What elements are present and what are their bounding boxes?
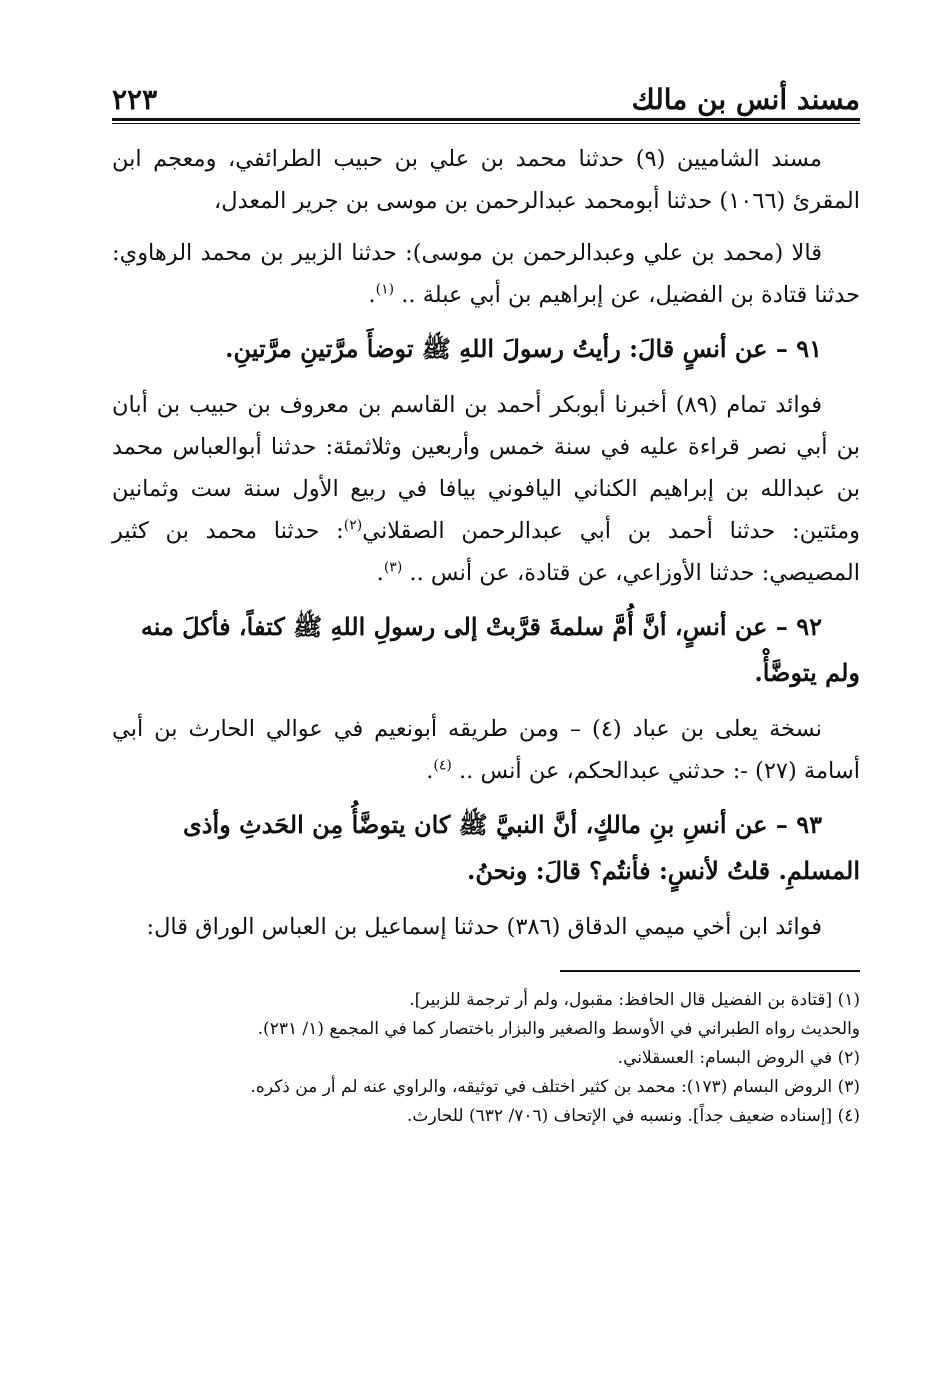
paragraph-text: : حدثنا محمد بن كثير المصيصي: حدثنا الأوزاعي، عن قتادة، عن أنس .. (112, 518, 860, 586)
hadith-text: عن أنسِ بنِ مالكٍ، أنَّ النبيَّ ﷺ كان يتوضَّأُ مِن الحَدثِ وأذى المسلمِ. قلتُ لأنسٍ: فأنتُم؟ قالَ: ونحنُ. (183, 810, 860, 885)
hadith-number: ٩١ – (775, 334, 822, 363)
hadith-text: عن أنسٍ، أنَّ أُمَّ سلمةَ قرَّبتْ إلى رسولِ اللهِ ﷺ كتفاً، فأكلَ منه ولم يتوضَّأْ. (140, 612, 860, 687)
running-title: مسند أنس بن مالك (631, 83, 860, 116)
paragraph-source-3: فوائد تمام (٨٩) أخبرنا أبوبكر أحمد بن القاسم بن معروف بن حبيب بن أبان بن أبي نصر قراءة عليه في سنة خمس وأربعين وثلاثمئة: حدثنا أبوالعباس محمد بن عبدالله بن إبراهيم الكناني اليافوني بيافا في ربيع الأول سنة ست وثمانين ومئتين: حدثنا أحمد بن أبي عبدالرحمن الصقلاني$^{(٢)}$: حدثنا محمد بن كثير المصيصي: حدثنا الأوزاعي، عن قتادة، عن أنس .. $^{(٣)}$. (112, 392, 860, 586)
footnotes (112, 986, 860, 1131)
paragraph-source-5 (112, 906, 860, 948)
footnote-2: (٢) في الروض البسام: العسقلاني. (617, 1048, 860, 1068)
hadith-93 (112, 802, 860, 894)
footnote-3: (٣) الروض البسام (١٧٣): محمد بن كثير اختلف في توثيقه، والراوي عنه لم أر من ذكره. (250, 1077, 860, 1097)
main-text (112, 138, 860, 948)
paragraph-text: نسخة يعلى بن عباد (٤) – ومن طريقه أبونعيم في عوالي الحارث بن أبي أسامة (٢٧) -: حدثني عبدالحكم، عن أنس .. (112, 716, 860, 784)
footnote-1: (١) [قتادة بن الفضيل قال الحافظ: مقبول، ولم أر ترجمة للزبير]. (409, 990, 860, 1010)
hadith-91 (112, 326, 860, 372)
header-rule (112, 118, 860, 124)
footnote-ref-3[interactable]: (٣) (383, 559, 403, 576)
paragraph-source-4: نسخة يعلى بن عباد (٤) – ومن طريقه أبونعيم في عوالي الحارث بن أبي أسامة (٢٧) -: حدثني عبدالحكم، عن أنس .. $^{(٤)}$. (112, 716, 860, 784)
book-page (112, 70, 860, 1131)
hadith-number: ٩٣ – (775, 810, 822, 839)
footnote-4: (٤) [إسناده ضعيف جداً]. ونسبه في الإتحاف (٧٠٦/ ٦٣٢) للحارث. (407, 1106, 860, 1126)
footnote-ref-2[interactable]: (٢) (343, 517, 363, 534)
hadith-number: ٩٢ – (775, 612, 822, 641)
footnote-separator (560, 970, 860, 972)
hadith-92 (112, 604, 860, 696)
page-number: ٢٢٣ (112, 83, 158, 116)
paragraph-text: قالا (محمد بن علي وعبدالرحمن بن موسى): حدثنا الزبير بن محمد الرهاوي: حدثنا قتادة بن الفضيل، عن إبراهيم بن أبي عبلة .. (112, 240, 860, 308)
paragraph-text: مسند الشاميين (٩) حدثنا محمد بن علي بن حبيب الطرائفي، ومعجم ابن المقرئ (١٠٦٦) حدثنا أبومحمد عبدالرحمن بن موسى بن جرير المعدل، (112, 146, 860, 214)
paragraph-text: فوائد تمام (٨٩) أخبرنا أبوبكر أحمد بن القاسم بن معروف بن حبيب بن أبان بن أبي نصر قراءة عليه في سنة خمس وأربعين وثلاثمئة: حدثنا أبوالعباس محمد بن عبدالله بن إبراهيم الكناني اليافوني بيافا في ربيع الأول سنة ست وثمانين ومئتين: حدثنا أحمد بن أبي عبدالرحمن الصقلاني (112, 392, 860, 544)
footnote-1-continued: والحديث رواه الطبراني في الأوسط والصغير والبزار باختصار كما في المجمع (١/ ٢٣١). (257, 1019, 860, 1039)
footnote-ref-1[interactable]: (١) (375, 281, 395, 298)
hadith-text: عن أنسٍ قالَ: رأيتُ رسولَ اللهِ ﷺ توضأَ مرَّتينِ مرَّتينِ. (225, 334, 768, 363)
footnote-ref-4[interactable]: (٤) (433, 757, 452, 774)
paragraph-text: فوائد ابن أخي ميمي الدقاق (٣٨٦) حدثنا إسماعيل بن العباس الوراق قال: (146, 914, 822, 940)
paragraph-source-2: قالا (محمد بن علي وعبدالرحمن بن موسى): حدثنا الزبير بن محمد الرهاوي: حدثنا قتادة بن الفضيل، عن إبراهيم بن أبي عبلة .. $^{(١)}$. (112, 240, 860, 308)
running-header (112, 70, 860, 116)
paragraph-source-1 (112, 138, 860, 222)
